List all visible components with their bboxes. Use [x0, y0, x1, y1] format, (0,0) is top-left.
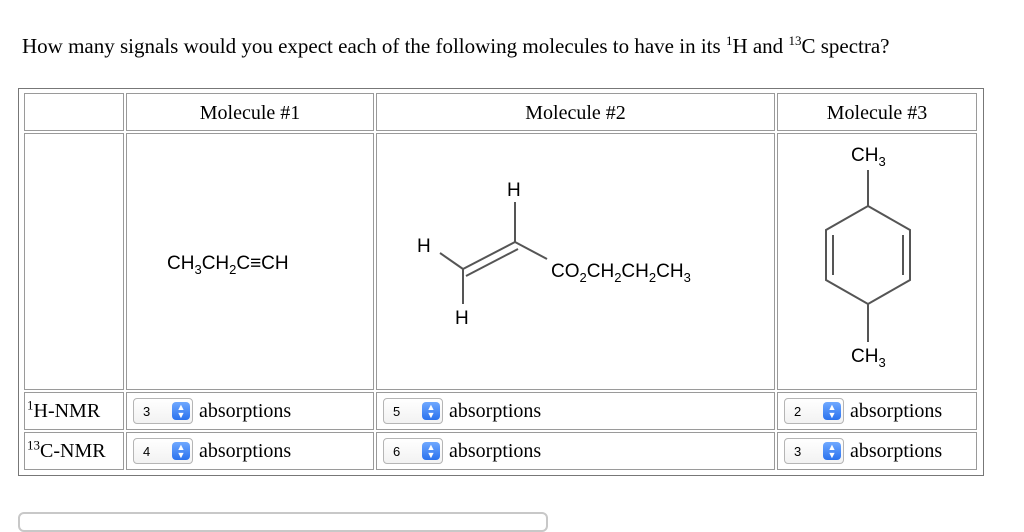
c-nmr-molecule-1-control [133, 438, 291, 464]
header-molecule-1: Molecule #1 [126, 93, 374, 131]
h-nmr-molecule-1-cell [126, 392, 374, 430]
corner-cell [24, 93, 124, 131]
header-molecule-3: Molecule #3 [777, 93, 977, 131]
c-nmr-molecule-3-select[interactable]: 3 ▲ ▼ [784, 438, 844, 464]
c-nmr-molecule-2-select[interactable]: 6 ▲ ▼ [383, 438, 443, 464]
h-nmr-molecule-3-select[interactable]: 2 ▲ ▼ [784, 398, 844, 424]
nmr-table [18, 88, 984, 476]
structure-molecule-1 [126, 133, 374, 390]
methyl-top: $CH_3$ [851, 145, 886, 169]
structure-molecule-2 [376, 133, 775, 390]
select-arrows-icon: ▲ ▼ [172, 402, 190, 420]
c-nmr-molecule-3-control [784, 438, 942, 464]
row-label-c-nmr: $^{13}$C-NMR [24, 432, 124, 470]
c-nmr-molecule-2-cell [376, 432, 775, 470]
c-nmr-molecule-1-cell [126, 432, 374, 470]
unit-label: absorptions [850, 439, 943, 462]
select-arrows-icon: ▲ ▼ [422, 442, 440, 460]
row-label-h-nmr: $^1$H-NMR [24, 392, 124, 430]
unit-label: absorptions [449, 439, 542, 462]
unit-label: absorptions [199, 399, 292, 422]
molecule-1-structure [127, 134, 373, 389]
header-molecule-2: Molecule #2 [376, 93, 775, 131]
unit-label: absorptions [199, 439, 292, 462]
select-arrows-icon: ▲ ▼ [422, 402, 440, 420]
question-text: How many signals would you expect each of the following molecules to have in its $^1$H and $^{13}$C spectra? [22, 33, 890, 58]
unit-label: absorptions [850, 399, 943, 422]
select-arrows-icon: ▲ ▼ [172, 442, 190, 460]
molecule-3-structure [778, 134, 976, 389]
ester-group: $CO_2CH_2CH_2CH_3$ [551, 261, 691, 285]
hydrogen-left: H [417, 236, 431, 257]
h-nmr-molecule-1-control [133, 398, 291, 424]
h-nmr-molecule-2-cell [376, 392, 775, 430]
h-nmr-molecule-1-select[interactable]: 3 ▲ ▼ [133, 398, 193, 424]
c-nmr-molecule-2-control [383, 438, 541, 464]
h-nmr-molecule-3-cell [777, 392, 977, 430]
structure-molecule-3 [777, 133, 977, 390]
structure-label-cell [24, 133, 124, 390]
molecule-2-structure [377, 134, 774, 389]
h-nmr-molecule-3-control [784, 398, 942, 424]
h-nmr-molecule-2-select[interactable]: 5 ▲ ▼ [383, 398, 443, 424]
hydrogen-top: H [507, 180, 521, 201]
svg-text:CH3CH2C≡CH: $CH_3CH_2C\equiv CH$ [167, 253, 289, 277]
h-nmr-molecule-2-control [383, 398, 541, 424]
c-nmr-molecule-3-cell [777, 432, 977, 470]
c-nmr-molecule-1-select[interactable]: 4 ▲ ▼ [133, 438, 193, 464]
unit-label: absorptions [449, 399, 542, 422]
methyl-bottom: $CH_3$ [851, 346, 886, 370]
select-arrows-icon: ▲ ▼ [823, 442, 841, 460]
hydrogen-bottom: H [455, 308, 469, 329]
select-arrows-icon: ▲ ▼ [823, 402, 841, 420]
answer-box [18, 512, 548, 532]
